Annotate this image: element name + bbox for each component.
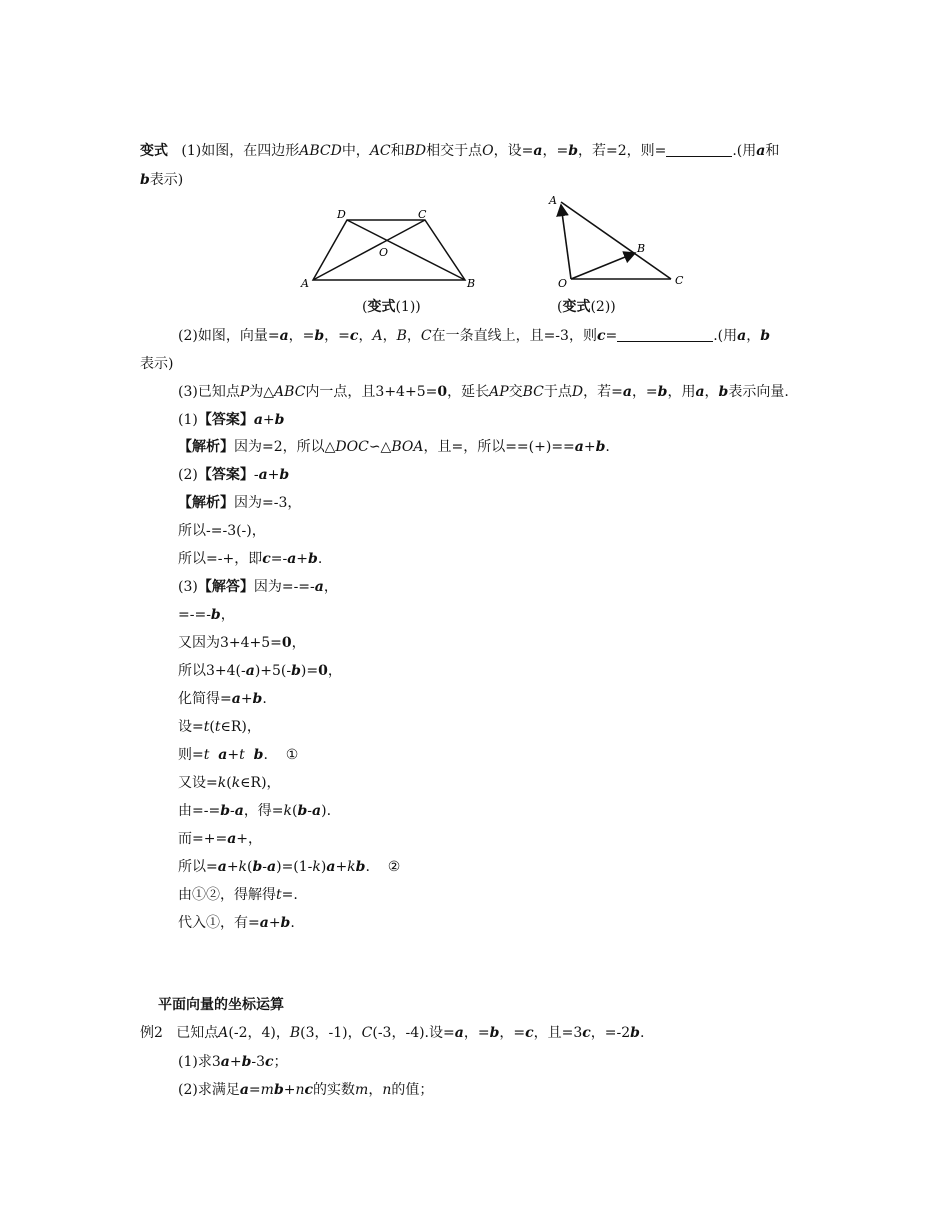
example-label: 例2 bbox=[140, 1025, 163, 1041]
equation-marker-1: ① bbox=[285, 747, 299, 763]
example-2-line1: 例2 已知点A(-2，4)，B(3，-1)，C(-3，-4).设=a，=b，=c，且=3c，=-2b. bbox=[140, 1025, 645, 1041]
answer-blank bbox=[666, 142, 732, 157]
variant-q2-line1: (2)如图，向量=a，=b，=c，A，B，C在一条直线上，且=-3，则c= .(用a，b bbox=[178, 328, 771, 344]
answer-2: (2)【答案】-a+b bbox=[178, 467, 290, 483]
fig2-label-a: A bbox=[549, 194, 557, 207]
variant-q1-line2: b表示) bbox=[140, 172, 184, 188]
fig1-label-c: C bbox=[418, 208, 427, 221]
solution-3-line10: 而=+=a+， bbox=[178, 831, 263, 847]
variant-title: 变式 bbox=[140, 143, 168, 159]
equation-marker-2: ② bbox=[387, 859, 401, 875]
explanation-2-line3: 所以=-+，即c=-a+b. bbox=[178, 551, 323, 567]
example-2-part2: (2)求满足a=mb+nc的实数m，n的值； bbox=[178, 1082, 434, 1098]
solution-3-line4: 所以3+4(-a)+5(-b)=0， bbox=[178, 663, 342, 679]
figure-1-trapezoid bbox=[295, 200, 495, 298]
solution-3-line7: 则=t a+t b. ① bbox=[178, 747, 299, 763]
fig1-label-o: O bbox=[379, 246, 389, 259]
solution-3-line8: 又设=k(k∈R)， bbox=[178, 775, 281, 791]
figure-2-caption: (变式(2)) bbox=[557, 299, 616, 315]
solution-3-line9: 由=-=b-a，得=k(b-a). bbox=[178, 803, 332, 819]
solution-3-line11: 所以=a+k(b-a)=(1-k)a+kb. ② bbox=[178, 859, 401, 875]
variant-q1-line1: 变式 (1)如图，在四边形ABCD中，AC和BD相交于点O，设=a，=b，若=2，则= .(用a和 bbox=[140, 143, 780, 159]
explanation-2: 【解析】因为=-3， bbox=[178, 495, 302, 511]
section-heading: 平面向量的坐标运算 bbox=[158, 997, 284, 1013]
solution-3-line13: 代入①，有=a+b. bbox=[178, 915, 295, 931]
variant-q2-line2: 表示) bbox=[140, 356, 174, 372]
variant-q3-line: (3)已知点P为△ABC内一点，且3+4+5=0，延长AP交BC于点D，若=a，=b，用a，b表示向量. bbox=[178, 384, 789, 400]
figure-1-caption: (变式(1)) bbox=[362, 299, 421, 315]
fig1-label-b: B bbox=[467, 277, 476, 290]
example-2-part1: (1)求3a+b-3c； bbox=[178, 1054, 288, 1070]
figure-2-triangle bbox=[545, 190, 695, 295]
solution-3-line1: (3)【解答】因为=-=-a， bbox=[178, 579, 338, 595]
answer-blank bbox=[617, 327, 713, 342]
fig2-label-c: C bbox=[675, 274, 684, 287]
solution-3-line6: 设=t(t∈R)， bbox=[178, 719, 261, 735]
answer-1: (1)【答案】a+b bbox=[178, 412, 285, 428]
solution-3-line5: 化简得=a+b. bbox=[178, 691, 267, 707]
explanation-1: 【解析】因为=2，所以△DOC∽△BOA，且=，所以==(+)==a+b. bbox=[178, 439, 610, 455]
fig2-label-b: B bbox=[637, 242, 646, 255]
fig1-label-a: A bbox=[301, 277, 309, 290]
solution-3-line2: =-=-b， bbox=[178, 607, 235, 623]
solution-3-line12: 由①②，得解得t=. bbox=[178, 887, 298, 903]
fig1-label-d: D bbox=[337, 208, 346, 221]
fig2-label-o: O bbox=[558, 277, 568, 290]
solution-3-line3: 又因为3+4+5=0， bbox=[178, 635, 306, 651]
explanation-2-line2: 所以-=-3(-)， bbox=[178, 523, 266, 539]
